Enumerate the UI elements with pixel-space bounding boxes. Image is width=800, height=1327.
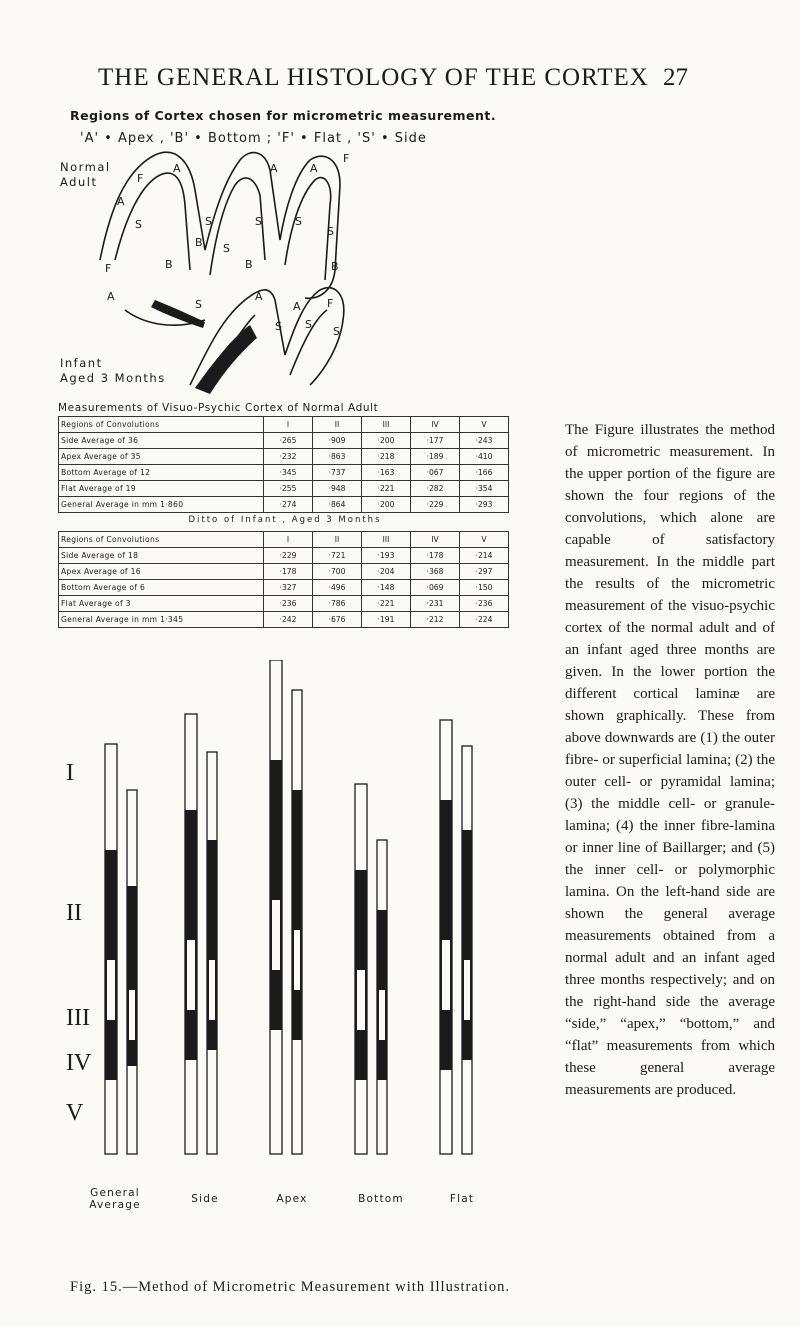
value-cell: ·178 bbox=[264, 564, 313, 580]
value-cell: ·354 bbox=[460, 481, 509, 497]
header-cell: Regions of Convolutions bbox=[59, 417, 264, 433]
value-cell: ·229 bbox=[411, 497, 460, 513]
value-cell: ·214 bbox=[460, 548, 509, 564]
letter-side: S bbox=[333, 325, 340, 338]
table-header-row bbox=[59, 532, 509, 548]
laminae-columns bbox=[95, 660, 525, 1160]
region-key: 'A' • Apex , 'B' • Bottom ; 'F' • Flat , 'S' • Side bbox=[80, 131, 427, 146]
letter-apex: A bbox=[107, 290, 115, 303]
value-cell: ·221 bbox=[362, 481, 411, 497]
value-cell: ·236 bbox=[264, 596, 313, 612]
row-label: Flat Average of 19 bbox=[59, 481, 264, 497]
row-label: Flat Average of 3 bbox=[59, 596, 264, 612]
letter-flat: F bbox=[137, 172, 144, 185]
value-cell: ·909 bbox=[313, 433, 362, 449]
general-average-label bbox=[80, 1187, 150, 1211]
value-cell: ·737 bbox=[313, 465, 362, 481]
letter-side: S bbox=[305, 318, 312, 331]
value-cell: ·177 bbox=[411, 433, 460, 449]
lamina-label-2: II bbox=[66, 900, 82, 926]
table-row bbox=[59, 596, 509, 612]
letter-flat: F bbox=[327, 297, 334, 310]
value-cell: ·163 bbox=[362, 465, 411, 481]
value-cell: ·178 bbox=[411, 548, 460, 564]
general-label-line2: Average bbox=[89, 1199, 141, 1211]
value-cell: ·255 bbox=[264, 481, 313, 497]
adult-measurement-table bbox=[58, 416, 509, 513]
infant-table-title: Ditto of Infant , Aged 3 Months bbox=[188, 515, 382, 525]
value-cell: ·236 bbox=[460, 596, 509, 612]
measurements-title: Measurements of Visuo-Psychic Cortex of Normal Adult bbox=[58, 402, 379, 414]
letter-apex: A bbox=[117, 195, 125, 208]
table-row bbox=[59, 449, 509, 465]
letter-side: S bbox=[195, 298, 202, 311]
value-cell: ·345 bbox=[264, 465, 313, 481]
value-cell: ·676 bbox=[313, 612, 362, 628]
lamina-label-1: I bbox=[66, 760, 74, 786]
value-cell: ·700 bbox=[313, 564, 362, 580]
row-label: General Average in mm 1·345 bbox=[59, 612, 264, 628]
value-cell: ·864 bbox=[313, 497, 362, 513]
letter-bottom: B bbox=[245, 258, 253, 271]
letter-apex: A bbox=[270, 162, 278, 175]
side-label: Side bbox=[191, 1193, 219, 1205]
table-row bbox=[59, 497, 509, 513]
header-cell: III bbox=[362, 532, 411, 548]
figure-description: The Figure illustrates the method of micrometric measurement. In the upper portion of the figure are shown the four regions of the convolutions, which alone are capable of satisfactory measurement. In the middle part the results of the micrometric measurement of the visuo-psychic cortex of the normal adult and of an infant aged three months are given. In the lower portion the different cortical laminæ are shown graphically. These from above downwards are (1) the outer fibre- or superficial lamina; (2) the outer cell- or pyramidal lamina; (3) the middle cell- or granule-lamina; (4) the inner fibre-lamina or inner line of Baillarger; and (5) the inner cell- or polymorphic lamina. On the left-hand side are shown the general average measurements obtained from a normal adult and an infant aged three months respectively; and on the right-hand side the average “side,” “apex,” “bottom,” and “flat” measurements from which these general average measurements are produced. bbox=[565, 422, 775, 1098]
value-cell: ·150 bbox=[460, 580, 509, 596]
letter-bottom: B bbox=[195, 236, 203, 249]
lamina-label-4: IV bbox=[66, 1050, 92, 1076]
table-row bbox=[59, 548, 509, 564]
bottom-label: Bottom bbox=[358, 1193, 404, 1205]
value-cell: ·368 bbox=[411, 564, 460, 580]
value-cell: ·200 bbox=[362, 497, 411, 513]
table-row bbox=[59, 465, 509, 481]
row-label: General Average in mm 1·860 bbox=[59, 497, 264, 513]
row-label: Apex Average of 35 bbox=[59, 449, 264, 465]
value-cell: ·274 bbox=[264, 497, 313, 513]
value-cell: ·232 bbox=[264, 449, 313, 465]
letter-apex: A bbox=[173, 162, 181, 175]
value-cell: ·148 bbox=[362, 580, 411, 596]
letter-bottom: B bbox=[165, 258, 173, 271]
value-cell: ·243 bbox=[460, 433, 509, 449]
letter-side: S bbox=[205, 215, 212, 228]
letter-apex: A bbox=[255, 290, 263, 303]
value-cell: ·069 bbox=[411, 580, 460, 596]
table-row bbox=[59, 481, 509, 497]
infant-measurement-table bbox=[58, 531, 509, 628]
header-cell: I bbox=[264, 532, 313, 548]
header-cell: V bbox=[460, 417, 509, 433]
value-cell: ·297 bbox=[460, 564, 509, 580]
convolution-diagram bbox=[95, 150, 355, 400]
apex-label: Apex bbox=[276, 1193, 308, 1205]
value-cell: ·218 bbox=[362, 449, 411, 465]
general-label-line1: General bbox=[90, 1187, 140, 1199]
table-header-row bbox=[59, 417, 509, 433]
value-cell: ·212 bbox=[411, 612, 460, 628]
letter-flat: F bbox=[105, 262, 112, 275]
value-cell: ·496 bbox=[313, 580, 362, 596]
header-cell: Regions of Convolutions bbox=[59, 532, 264, 548]
header-cell: II bbox=[313, 532, 362, 548]
letter-bottom: B bbox=[331, 260, 339, 273]
value-cell: ·067 bbox=[411, 465, 460, 481]
figure-heading: Regions of Cortex chosen for micrometric measurement. bbox=[70, 108, 497, 123]
letter-side: S bbox=[135, 218, 142, 231]
infant-label-line2: Aged 3 Months bbox=[60, 371, 166, 385]
row-label: Bottom Average of 6 bbox=[59, 580, 264, 596]
row-label: Apex Average of 16 bbox=[59, 564, 264, 580]
table-row bbox=[59, 580, 509, 596]
value-cell: ·410 bbox=[460, 449, 509, 465]
letter-side: S bbox=[223, 242, 230, 255]
figure-caption: Fig. 15.—Method of Micrometric Measurement with Illustration. bbox=[70, 1279, 510, 1295]
page-number: 27 bbox=[663, 64, 688, 91]
value-cell: ·200 bbox=[362, 433, 411, 449]
running-head-title: THE GENERAL HISTOLOGY OF THE CORTEX bbox=[98, 64, 649, 91]
letter-side: S bbox=[327, 225, 334, 238]
value-cell: ·193 bbox=[362, 548, 411, 564]
value-cell: ·242 bbox=[264, 612, 313, 628]
infant-label-line1: Infant bbox=[60, 356, 103, 370]
letter-apex: A bbox=[293, 300, 301, 313]
running-head bbox=[0, 64, 800, 94]
header-cell: I bbox=[264, 417, 313, 433]
header-cell: IV bbox=[411, 532, 460, 548]
letter-side: S bbox=[295, 215, 302, 228]
letter-side: S bbox=[275, 320, 282, 333]
row-label: Side Average of 18 bbox=[59, 548, 264, 564]
row-label: Side Average of 36 bbox=[59, 433, 264, 449]
value-cell: ·166 bbox=[460, 465, 509, 481]
row-label: Bottom Average of 12 bbox=[59, 465, 264, 481]
header-cell: II bbox=[313, 417, 362, 433]
normal-label-line1: Normal bbox=[60, 160, 111, 174]
header-cell: IV bbox=[411, 417, 460, 433]
normal-label-line2: Adult bbox=[60, 175, 98, 189]
header-cell: V bbox=[460, 532, 509, 548]
value-cell: ·327 bbox=[264, 580, 313, 596]
letter-apex: A bbox=[310, 162, 318, 175]
value-cell: ·229 bbox=[264, 548, 313, 564]
value-cell: ·786 bbox=[313, 596, 362, 612]
value-cell: ·293 bbox=[460, 497, 509, 513]
value-cell: ·191 bbox=[362, 612, 411, 628]
value-cell: ·204 bbox=[362, 564, 411, 580]
letter-flat: F bbox=[343, 152, 350, 165]
table-row bbox=[59, 564, 509, 580]
value-cell: ·948 bbox=[313, 481, 362, 497]
header-cell: III bbox=[362, 417, 411, 433]
value-cell: ·282 bbox=[411, 481, 460, 497]
value-cell: ·721 bbox=[313, 548, 362, 564]
table-row bbox=[59, 433, 509, 449]
lamina-label-5: V bbox=[66, 1100, 84, 1126]
value-cell: ·265 bbox=[264, 433, 313, 449]
lamina-label-3: III bbox=[66, 1005, 90, 1031]
flat-label: Flat bbox=[449, 1193, 475, 1205]
value-cell: ·863 bbox=[313, 449, 362, 465]
value-cell: ·221 bbox=[362, 596, 411, 612]
letter-side: S bbox=[255, 215, 262, 228]
value-cell: ·231 bbox=[411, 596, 460, 612]
value-cell: ·189 bbox=[411, 449, 460, 465]
value-cell: ·224 bbox=[460, 612, 509, 628]
table-row bbox=[59, 612, 509, 628]
